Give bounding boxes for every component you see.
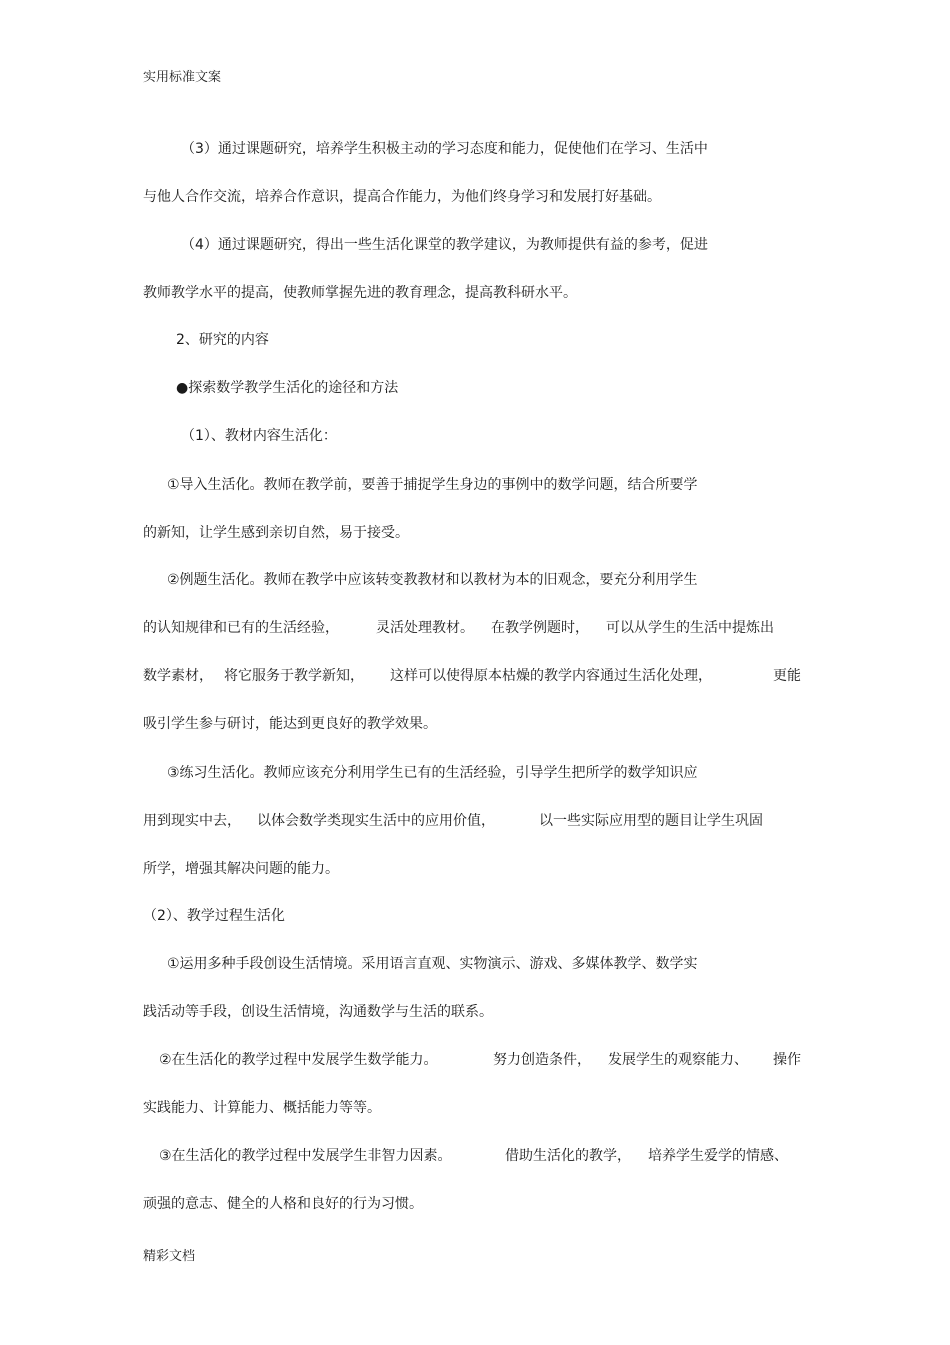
paragraph-4-line-2: 教师教学水平的提高，使教师掌握先进的教育理念，提高教科研水平。 [143,285,577,301]
section-heading: 2、研究的内容 [176,332,269,348]
paragraph-3-line-1: （3）通过课题研究，培养学生积极主动的学习态度和能力，促使他们在学习、生活中 [181,141,708,157]
item-2-line-2-segment: 可以从学生的生活中提炼出 [606,620,774,636]
item-2-line-2-segment: 的认知规律和已有的生活经验， [143,620,339,636]
paragraph-4-line-1: （4）通过课题研究，得出一些生活化课堂的教学建议，为教师提供有益的参考，促进 [181,237,708,253]
process-2-line-1-segment: 发展学生的观察能力、 [608,1052,748,1068]
item-3-line-3: 所学，增强其解决问题的能力。 [143,861,339,877]
page-header: 实用标准文案 [143,70,222,85]
process-2-line-1-segment: 操作 [773,1052,801,1068]
page-footer: 精彩文档 [143,1249,196,1264]
item-3-line-2-segment: 以一些实际应用型的题目让学生巩固 [539,813,763,829]
process-3-line-1-segment: ③在生活化的教学过程中发展学生非智力因素。 [159,1148,452,1164]
item-2-line-2-segment: 灵活处理教材。 [376,620,474,636]
item-2-line-3-segment: 将它服务于教学新知， [224,668,364,684]
process-2-line-1-segment: ②在生活化的教学过程中发展学生数学能力。 [159,1052,438,1068]
process-1-line-2: 践活动等手段，创设生活情境，沟通数学与生活的联系。 [143,1004,493,1020]
item-1-line-2: 的新知，让学生感到亲切自然，易于接受。 [143,525,409,541]
item-2-line-2-segment: 在教学例题时， [491,620,589,636]
item-3-line-2-segment: 以体会数学类现实生活中的应用价值， [257,813,495,829]
process-2-line-2: 实践能力、计算能力、概括能力等等。 [143,1100,381,1116]
process-2-line-1-segment: 努力创造条件， [493,1052,591,1068]
process-3-line-1-segment: 借助生活化的教学， [505,1148,631,1164]
paragraph-3-line-2: 与他人合作交流，培养合作意识，提高合作能力，为他们终身学习和发展打好基础。 [143,189,661,205]
item-2-line-1: ②例题生活化。教师在教学中应该转变教教材和以教材为本的旧观念，要充分利用学生 [167,572,698,588]
process-3-line-1-segment: 培养学生爱学的情感、 [648,1148,788,1164]
item-3-line-1: ③练习生活化。教师应该充分利用学生已有的生活经验，引导学生把所学的数学知识应 [167,765,698,781]
item-2-line-3-segment: 数学素材， [143,668,213,684]
bullet-heading: ●探索数学教学生活化的途径和方法 [176,380,399,396]
item-2-line-3-segment: 更能 [773,668,801,684]
item-1-line-1: ①导入生活化。教师在教学前，要善于捕捉学生身边的事例中的数学问题，结合所要学 [167,477,698,493]
item-2-line-3-segment: 这样可以使得原本枯燥的教学内容通过生活化处理， [390,668,712,684]
item-3-line-2-segment: 用到现实中去， [143,813,241,829]
process-1-line-1: ①运用多种手段创设生活情境。采用语言直观、实物演示、游戏、多媒体教学、数学实 [167,956,698,972]
subsection-heading-2: （2）、教学过程生活化 [143,908,285,924]
item-2-line-4: 吸引学生参与研讨，能达到更良好的教学效果。 [143,716,437,732]
process-3-line-2: 顽强的意志、健全的人格和良好的行为习惯。 [143,1196,423,1212]
subsection-heading-1: （1）、教材内容生活化： [181,428,337,444]
